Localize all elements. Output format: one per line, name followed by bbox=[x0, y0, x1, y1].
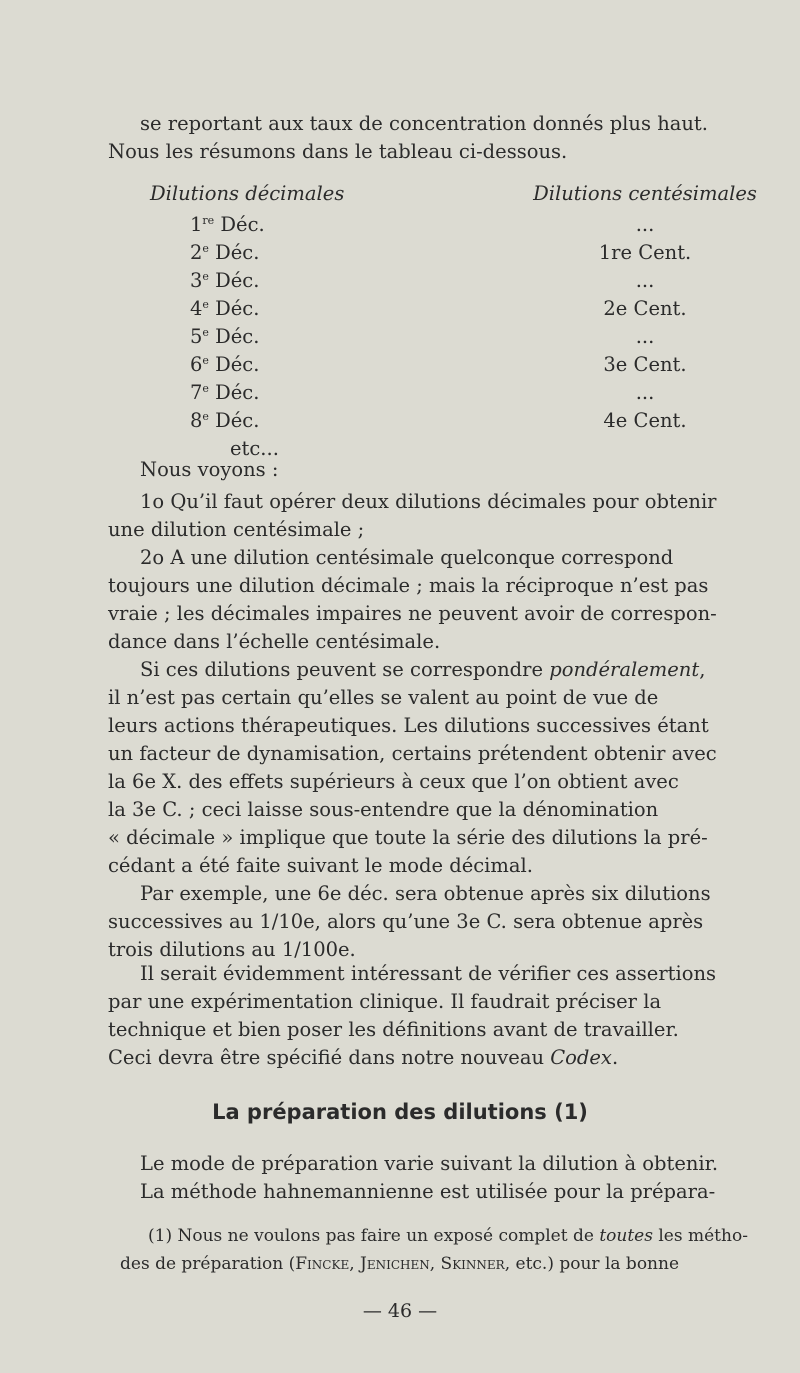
text-line: 2o A une dilution centésimale quelconque correspond bbox=[140, 546, 674, 569]
text-line: Nous les résumons dans le tableau ci-dessous. bbox=[108, 140, 568, 163]
text-line: « décimale » implique que toute la série des dilutions la pré- bbox=[108, 826, 708, 849]
text-line: Il serait évidemment intéressant de vérifier ces assertions bbox=[140, 962, 717, 985]
text-line: Le mode de préparation varie suivant la dilution à obtenir. bbox=[140, 1152, 719, 1175]
centesimal-cell: ... bbox=[635, 212, 655, 236]
table-row bbox=[150, 378, 760, 406]
text-line: vraie ; les décimales impaires ne peuvent avoir de correspon- bbox=[108, 602, 717, 625]
header-centesimal: Dilutions centésimales bbox=[533, 181, 757, 205]
decimal-cell: 7e Déc. bbox=[190, 380, 260, 404]
text-line: Nous voyons : bbox=[140, 458, 279, 481]
footnote bbox=[120, 1222, 748, 1278]
text-line: trois dilutions au 1/100e. bbox=[108, 938, 356, 961]
page-number: — 46 — bbox=[362, 1300, 438, 1322]
paragraph-2 bbox=[108, 544, 728, 656]
text-line: dance dans l’échelle centésimale. bbox=[108, 630, 441, 653]
table-row bbox=[150, 294, 760, 322]
paragraph-voyons bbox=[108, 456, 728, 484]
text-line: toujours une dilution décimale ; mais la réciproque n’est pas bbox=[108, 574, 709, 597]
decimal-cell: 1re Déc. bbox=[190, 212, 265, 236]
section-heading: La préparation des dilutions (1) bbox=[212, 1100, 588, 1124]
table-row bbox=[150, 406, 760, 434]
text-line: Par exemple, une 6e déc. sera obtenue après six dilutions bbox=[140, 882, 711, 905]
centesimal-cell: 2e Cent. bbox=[603, 296, 687, 320]
text-line: 1o Qu’il faut opérer deux dilutions décimales pour obtenir bbox=[140, 490, 717, 513]
dilutions-table bbox=[150, 176, 760, 462]
table-row bbox=[150, 238, 760, 266]
text-line: la 3e C. ; ceci laisse sous-entendre que la dénomination bbox=[108, 798, 659, 821]
centesimal-cell: 4e Cent. bbox=[603, 408, 687, 432]
text-line: La méthode hahnemannienne est utilisée pour la prépara- bbox=[140, 1180, 716, 1203]
decimal-cell: 2e Déc. bbox=[190, 240, 260, 264]
decimal-cell: 4e Déc. bbox=[190, 296, 260, 320]
text-line: il n’est pas certain qu’elles se valent au point de vue de bbox=[108, 686, 659, 709]
text-line: cédant a été faite suivant le mode décimal. bbox=[108, 854, 533, 877]
paragraph-3 bbox=[108, 656, 728, 880]
text-line: successives au 1/10e, alors qu’une 3e C. sera obtenue après bbox=[108, 910, 704, 933]
decimal-cell: 3e Déc. bbox=[190, 268, 260, 292]
text-line: Si ces dilutions peuvent se correspondre pondéralement, bbox=[140, 658, 706, 681]
decimal-cell: 5e Déc. bbox=[190, 324, 260, 348]
text-line: la 6e X. des effets supérieurs à ceux que l’on obtient avec bbox=[108, 770, 679, 793]
etc-cell: etc... bbox=[230, 436, 279, 460]
paragraph-6 bbox=[108, 1150, 728, 1206]
centesimal-cell: ... bbox=[635, 324, 655, 348]
paragraph-1 bbox=[108, 488, 728, 544]
intro-paragraph bbox=[108, 110, 728, 166]
footnote-line: des de préparation (Fincke, Jenichen, Skinner, etc.) pour la bonne bbox=[120, 1254, 680, 1274]
centesimal-cell: 1re Cent. bbox=[598, 240, 692, 264]
decimal-cell: 8e Déc. bbox=[190, 408, 260, 432]
centesimal-cell: 3e Cent. bbox=[603, 352, 687, 376]
text-line: technique et bien poser les définitions avant de travailler. bbox=[108, 1018, 679, 1041]
paragraph-5 bbox=[108, 960, 728, 1072]
centesimal-cell: ... bbox=[635, 380, 655, 404]
centesimal-cell: ... bbox=[635, 268, 655, 292]
text-line: leurs actions thérapeutiques. Les dilutions successives étant bbox=[108, 714, 709, 737]
paragraph-4 bbox=[108, 880, 728, 964]
table-row bbox=[150, 322, 760, 350]
table-row bbox=[150, 266, 760, 294]
text-line: une dilution centésimale ; bbox=[108, 518, 365, 541]
text-line: par une expérimentation clinique. Il faudrait préciser la bbox=[108, 990, 662, 1013]
table-header-row bbox=[150, 176, 760, 210]
footnote-line: (1) Nous ne voulons pas faire un exposé complet de toutes les métho- bbox=[148, 1226, 748, 1246]
table-row bbox=[150, 350, 760, 378]
table-row bbox=[150, 210, 760, 238]
decimal-cell: 6e Déc. bbox=[190, 352, 260, 376]
text-line: Ceci devra être spécifié dans notre nouveau Codex. bbox=[108, 1046, 619, 1069]
text-line: se reportant aux taux de concentration donnés plus haut. bbox=[140, 112, 708, 135]
header-decimal: Dilutions décimales bbox=[150, 181, 345, 205]
text-line: un facteur de dynamisation, certains prétendent obtenir avec bbox=[108, 742, 717, 765]
